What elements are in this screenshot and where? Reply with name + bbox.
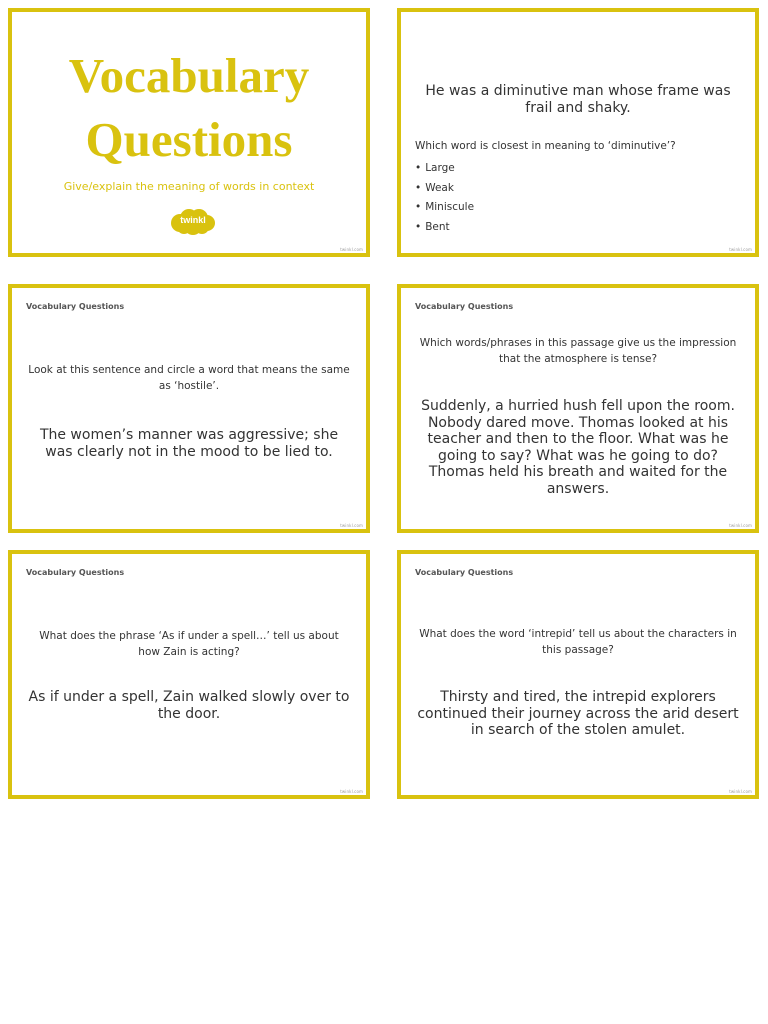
- passage-text: Thirsty and tired, the intrepid explorers continued their journey across the arid desert in search of the stolen amulet.: [417, 689, 739, 738]
- question-text: Look at this sentence and circle a word that means the same as ‘hostile’.: [28, 364, 350, 392]
- question-card-diminutive: [397, 8, 759, 257]
- card-footer: twinkl.com: [340, 247, 363, 252]
- title-line-1: Vocabulary: [68, 48, 310, 103]
- question-text: What does the word ‘intrepid’ tell us about the characters in this passage?: [419, 628, 737, 656]
- passage-text: As if under a spell, Zain walked slowly over to the door.: [28, 689, 350, 722]
- card-footer: twinkl.com: [729, 247, 752, 252]
- question-card-intrepid: [397, 550, 759, 799]
- question-card-tense: [397, 284, 759, 533]
- card-footer: twinkl.com: [340, 789, 363, 794]
- option-item: • Miniscule: [415, 198, 474, 218]
- twinkl-logo: [170, 208, 216, 235]
- question-text: Which word is closest in meaning to ‘diminutive’?: [415, 140, 676, 152]
- card-header: Vocabulary Questions: [26, 568, 125, 577]
- card-footer: twinkl.com: [729, 523, 752, 528]
- option-item: • Bent: [415, 218, 474, 238]
- subtitle: Give/explain the meaning of words in context: [63, 180, 315, 193]
- passage-text: The women’s manner was aggressive; she was clearly not in the mood to be lied to.: [39, 427, 339, 460]
- card-header: Vocabulary Questions: [415, 302, 514, 311]
- logo-text: twinkl: [180, 215, 206, 225]
- card-footer: twinkl.com: [340, 523, 363, 528]
- passage-text: He was a diminutive man whose frame was frail and shaky.: [425, 83, 731, 116]
- question-text: Which words/phrases in this passage give us the impression that the atmosphere is tense?: [419, 337, 737, 365]
- question-card-hostile: [8, 284, 370, 533]
- option-item: • Large: [415, 159, 474, 179]
- card-footer: twinkl.com: [729, 789, 752, 794]
- question-card-spell: [8, 550, 370, 799]
- card-header: Vocabulary Questions: [415, 568, 514, 577]
- question-text: What does the phrase ‘As if under a spell…’ tell us about how Zain is acting?: [39, 630, 339, 658]
- answer-options: [415, 159, 474, 238]
- option-item: • Weak: [415, 179, 474, 199]
- title-line-2: Questions: [85, 112, 293, 167]
- card-header: Vocabulary Questions: [26, 302, 125, 311]
- passage-text: Suddenly, a hurried hush fell upon the room. Nobody dared move. Thomas looked at his teacher and then to the floor. What was he going to say? What was he going to do? Thomas held his breath and waited for the answers.: [421, 398, 735, 497]
- title-card: [8, 8, 370, 257]
